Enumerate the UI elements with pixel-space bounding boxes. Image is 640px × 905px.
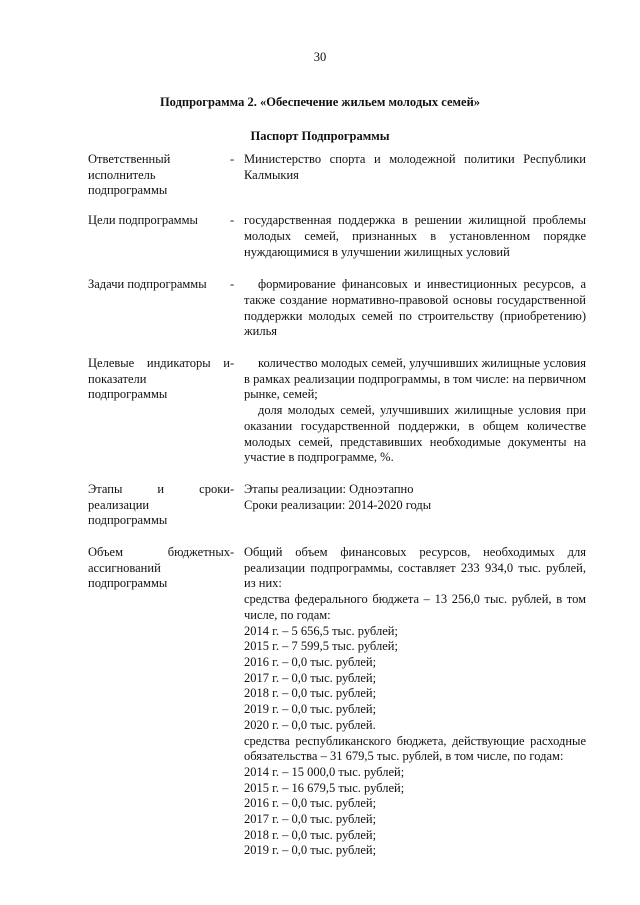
budget-year-line: 2014 г. – 5 656,5 тыс. рублей;	[244, 623, 398, 638]
passport-row-indicators	[0, 356, 640, 466]
budget-year-line: 2015 г. – 7 599,5 тыс. рублей;	[244, 639, 398, 654]
passport-row-goals	[0, 213, 640, 260]
row-label-line: Целевые индикаторы и	[88, 356, 230, 371]
content-paragraph: Общий объем финансовых ресурсов, необходимых для реализации подпрограммы, составляет 233 934,0 тыс. рублей, из них:	[244, 545, 586, 591]
row-content	[244, 356, 586, 466]
row-label-line: Объем бюджетных	[88, 545, 230, 560]
row-dash: -	[230, 481, 235, 496]
row-label	[88, 152, 230, 199]
row-label-line: подпрограммы	[88, 513, 168, 528]
budget-year-line: 2020 г. – 0,0 тыс. рублей.	[244, 717, 376, 732]
passport-row-budget	[0, 545, 640, 859]
content-paragraph: средства республиканского бюджета, действующие расходные обязательства – 31 679,5 тыс. рублей, в том числе, по годам:	[244, 733, 586, 764]
row-label	[88, 213, 230, 229]
passport-heading: Паспорт Подпрограммы	[250, 129, 390, 143]
row-label	[88, 277, 230, 293]
row-content	[244, 213, 586, 260]
row-label-line: ассигнований	[88, 560, 161, 575]
budget-year-line: 2018 г. – 0,0 тыс. рублей;	[244, 686, 377, 701]
row-label-line: исполнитель	[88, 167, 156, 182]
row-content	[244, 152, 586, 183]
row-label-line: подпрограммы	[88, 183, 168, 198]
row-dash: -	[230, 213, 235, 228]
content-paragraph: средства федерального бюджета – 13 256,0 тыс. рублей, в том числе, по годам:	[244, 592, 586, 622]
budget-year-line: 2019 г. – 0,0 тыс. рублей;	[244, 702, 377, 717]
row-dash: -	[230, 152, 235, 166]
row-content	[244, 277, 586, 340]
row-label-line: реализации	[88, 497, 150, 512]
row-label-line: Этапы и сроки	[88, 481, 230, 496]
content-paragraph: Министерство спорта и молодежной политики Республики Калмыкия	[244, 152, 586, 182]
row-label-line: Задачи подпрограммы	[88, 277, 207, 292]
row-label-line: подпрограммы	[88, 576, 168, 591]
row-label-line: показатели	[88, 371, 147, 386]
content-paragraph: формирование финансовых и инвестиционных ресурсов, а также создание нормативно-правовой основы государственной поддержки молодых семей по строительству (приобретению) жилья	[244, 277, 586, 339]
passport-table	[0, 152, 640, 859]
row-label-line: Ответственный	[88, 152, 171, 166]
budget-year-line: 2017 г. – 0,0 тыс. рублей;	[244, 812, 377, 827]
passport-row-tasks	[0, 277, 640, 340]
budget-year-line: 2017 г. – 0,0 тыс. рублей;	[244, 670, 377, 685]
content-paragraph: Этапы реализации: Одноэтапно	[244, 481, 414, 496]
row-label-line: Цели подпрограммы	[88, 213, 198, 228]
passport-row-executor	[0, 152, 640, 199]
budget-year-line: 2015 г. – 16 679,5 тыс. рублей;	[244, 780, 405, 795]
budget-year-line: 2018 г. – 0,0 тыс. рублей;	[244, 827, 377, 842]
row-content	[244, 545, 586, 859]
content-paragraph: количество молодых семей, улучшивших жилищные условия в рамках реализации подпрограммы, в том числе: на первичном рынке, семей;	[244, 356, 586, 402]
row-dash: -	[230, 356, 235, 371]
content-paragraph: Сроки реализации: 2014-2020 годы	[244, 497, 432, 512]
row-dash: -	[230, 277, 235, 292]
row-label	[88, 545, 230, 592]
row-content	[244, 482, 586, 513]
row-dash: -	[230, 545, 235, 560]
budget-year-line: 2016 г. – 0,0 тыс. рублей;	[244, 796, 377, 811]
budget-year-line: 2019 г. – 0,0 тыс. рублей;	[244, 843, 377, 858]
row-label	[88, 356, 230, 403]
row-label-line: подпрограммы	[88, 387, 168, 402]
content-paragraph: доля молодых семей, улучшивших жилищные условия при оказании государственной поддержки, в общем количестве молодых семей, представивших необходимые документы на участие в подпрограмме, %.	[244, 403, 586, 465]
subprogram-title: Подпрограмма 2. «Обеспечение жильем молодых семей»	[159, 95, 481, 109]
budget-year-line: 2016 г. – 0,0 тыс. рублей;	[244, 654, 377, 669]
budget-year-line: 2014 г. – 15 000,0 тыс. рублей;	[244, 764, 405, 779]
page-number: 30	[313, 50, 327, 64]
passport-row-stages	[0, 482, 640, 529]
content-paragraph: государственная поддержка в решении жилищной проблемы молодых семей, признанных в установленном порядке нуждающимися в улучшении жилищных условий	[244, 213, 586, 259]
row-label	[88, 482, 230, 529]
